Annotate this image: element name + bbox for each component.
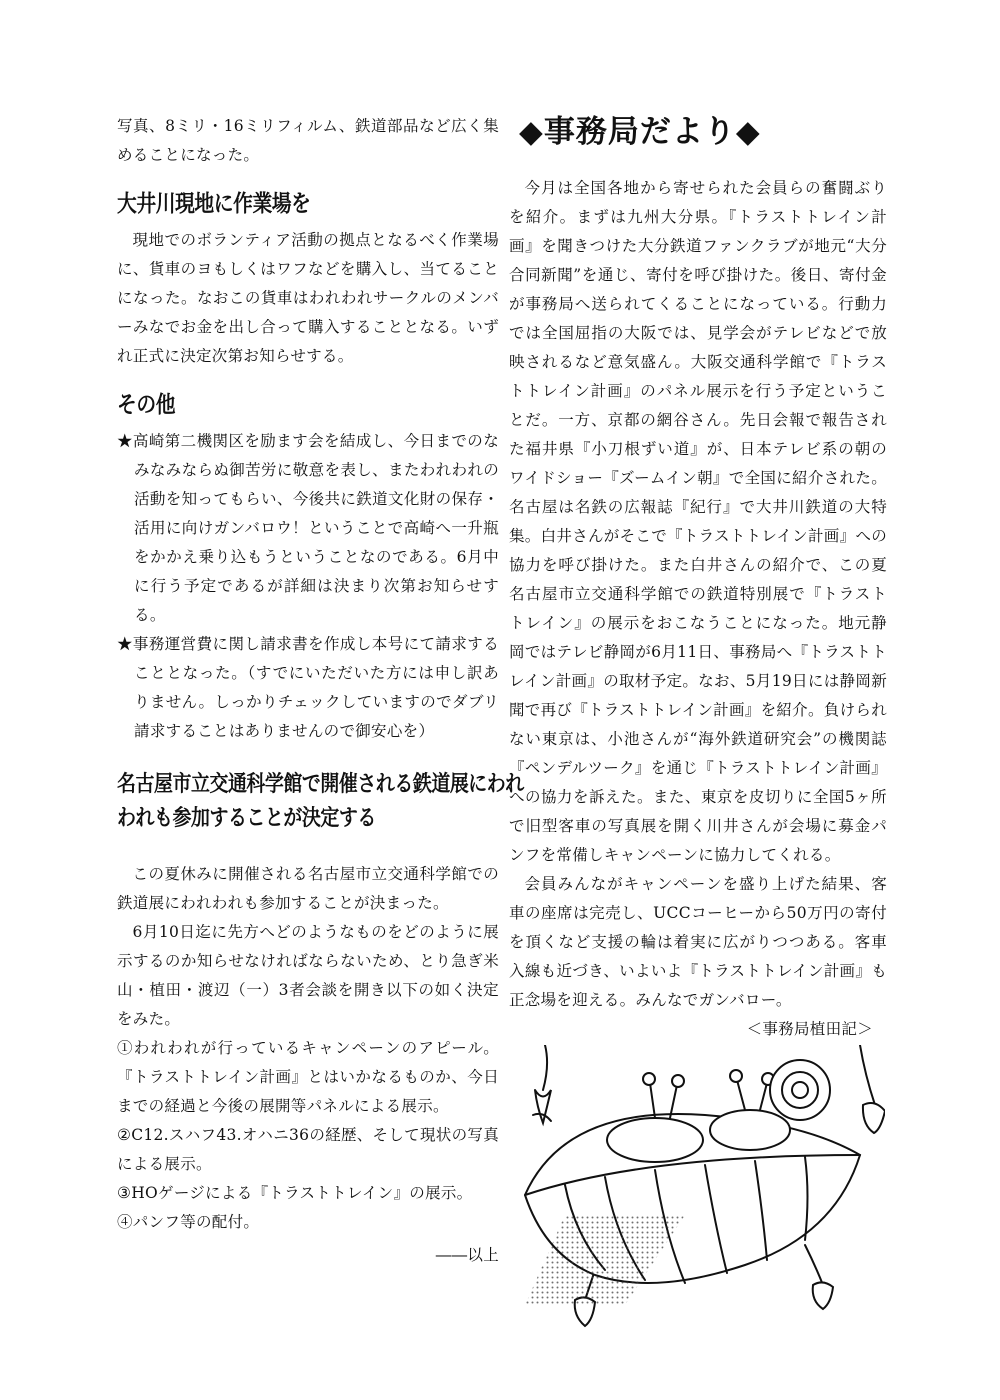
- heading-nagoya-line1: 名古屋市立交通科学館で開催される鉄道展にわれ: [117, 772, 524, 797]
- heading-nagoya-line2: われも参加することが決定する: [117, 806, 376, 831]
- heading-oigawa-workshop: 大井川現地に作業場を: [117, 191, 311, 217]
- nagoya-paragraph-1: この夏休みに開催される名古屋市立交通科学館での鉄道展にわれわれも参加することが決まった。: [117, 865, 499, 912]
- left-column: [117, 112, 524, 1270]
- decision-item-1: ①われわれが行っているキャンペーンのアピール。『トラストトレイン計画』とはいかなるものか、今日までの経過と今後の展開等パネルによる展示。: [117, 1039, 499, 1115]
- decision-item-2: ②C12.スハフ43.オハニ36の経歴、そして現状の写真による展示。: [117, 1126, 499, 1173]
- decision-item-3: ③HOゲージによる『トラストトレイン』の展示。: [117, 1184, 473, 1202]
- intro-paragraph: 写真、8ミリ・16ミリフィルム、鉄道部品など広く集めることになった。: [117, 117, 499, 164]
- author-signature: ＜事務局植田記＞: [746, 1020, 873, 1038]
- nagoya-paragraph-2: 6月10日迄に先方へどのようなものをどのように展示するのか知らせなければならないため、とり急ぎ米山・植田・渡辺（一）3者会談を開き以下の如く決定をみた。: [117, 923, 499, 1028]
- office-news-paragraph-1: 今月は全国各地から寄せられた会員らの奮闘ぶりを紹介。まずは九州大分県。『トラストトレイン計画』を聞きつけた大分鉄道ファンクラブが地元“大分合同新聞”を通じ、寄付を呼び掛けた。後日、寄付金が事務局へ送られてくることになっている。行動力では全国屈指の大阪では、見学会がテレビなどで放映されるなど意気盛ん。大阪交通科学館で『トラストトレイン計画』のパネル展示を行う予定ということだ。一方、京都の網谷さん。先日会報で報告された福井県『小刀根ずい道』が、日本テレビ系の朝のワイドショー『ズームイン朝』で全国に紹介された。名古屋は名鉄の広報誌『紀行』で大井川鉄道の大特集。白井さんがそこで『トラストトレイン計画』への協力を呼び掛けた。また白井さんの紹介で、この夏名古屋市立交通科学館での鉄道特別展で『トラストトレイン』の展示をおこなうことになった。地元静岡ではテレビ静岡が6月11日、事務局へ『トラストトレイン計画』の取材予定。なお、5月19日には静岡新聞で再び『トラストトレイン計画』を紹介。負けられない東京は、小池さんが“海外鉄道研究会”の機関誌『ペンデルツーク』を通じ『トラストトレイン計画』への協力を訴えた。また、東京を皮切りに全国5ヶ所で旧型客車の写真展を開く川井さんが会場に募金パンフを常備しキャンペーンに協力してくれる。: [509, 179, 887, 864]
- decision-item-4: ④パンフ等の配付。: [117, 1213, 260, 1231]
- snail-leaf-illustration: [505, 1045, 885, 1345]
- office-news-paragraph-2: 会員みんながキャンペーンを盛り上げた結果、客車の座席は完売し、UCCコーヒーから50万円の寄付を頂くなど支援の輪は着実に広がりつつある。客車入線も近づき、いよいよ『トラストトレイン計画』も正念場を迎える。みんなでガンバロー。: [509, 875, 887, 1009]
- right-column: [509, 112, 887, 1044]
- star-item-invoice: ★事務運営費に関し請求書を作成し本号にて請求することとなった。（すでにいただいた方には申し訳ありません。しっかりチェックしていますのでダブリ請求することはありませんので御安心を）: [117, 635, 499, 740]
- star-item-takasaki: ★高崎第二機関区を励ます会を結成し、今日までのなみなみならぬ御苦労に敬意を表し、またわれわれの活動を知ってもらい、今後共に鉄道文化財の保存・活用に向けガンバロウ！ということで高崎へ一升瓶をかかえ乗り込もうということなのである。6月中に行う予定であるが詳細は決まり次第お知らせする。: [117, 432, 499, 624]
- end-mark: ――以上: [435, 1246, 499, 1264]
- heading-others: その他: [117, 392, 176, 418]
- workshop-paragraph: 現地でのボランティア活動の拠点となるべく作業場に、貨車のヨもしくはワフなどを購入し、当てることになった。なおこの貨車はわれわれサークルのメンバーみなでお金を出し合って購入することとなる。いずれ正式に決定次第お知らせする。: [117, 231, 499, 365]
- office-news-title: ◆事務局だより◆: [519, 114, 761, 150]
